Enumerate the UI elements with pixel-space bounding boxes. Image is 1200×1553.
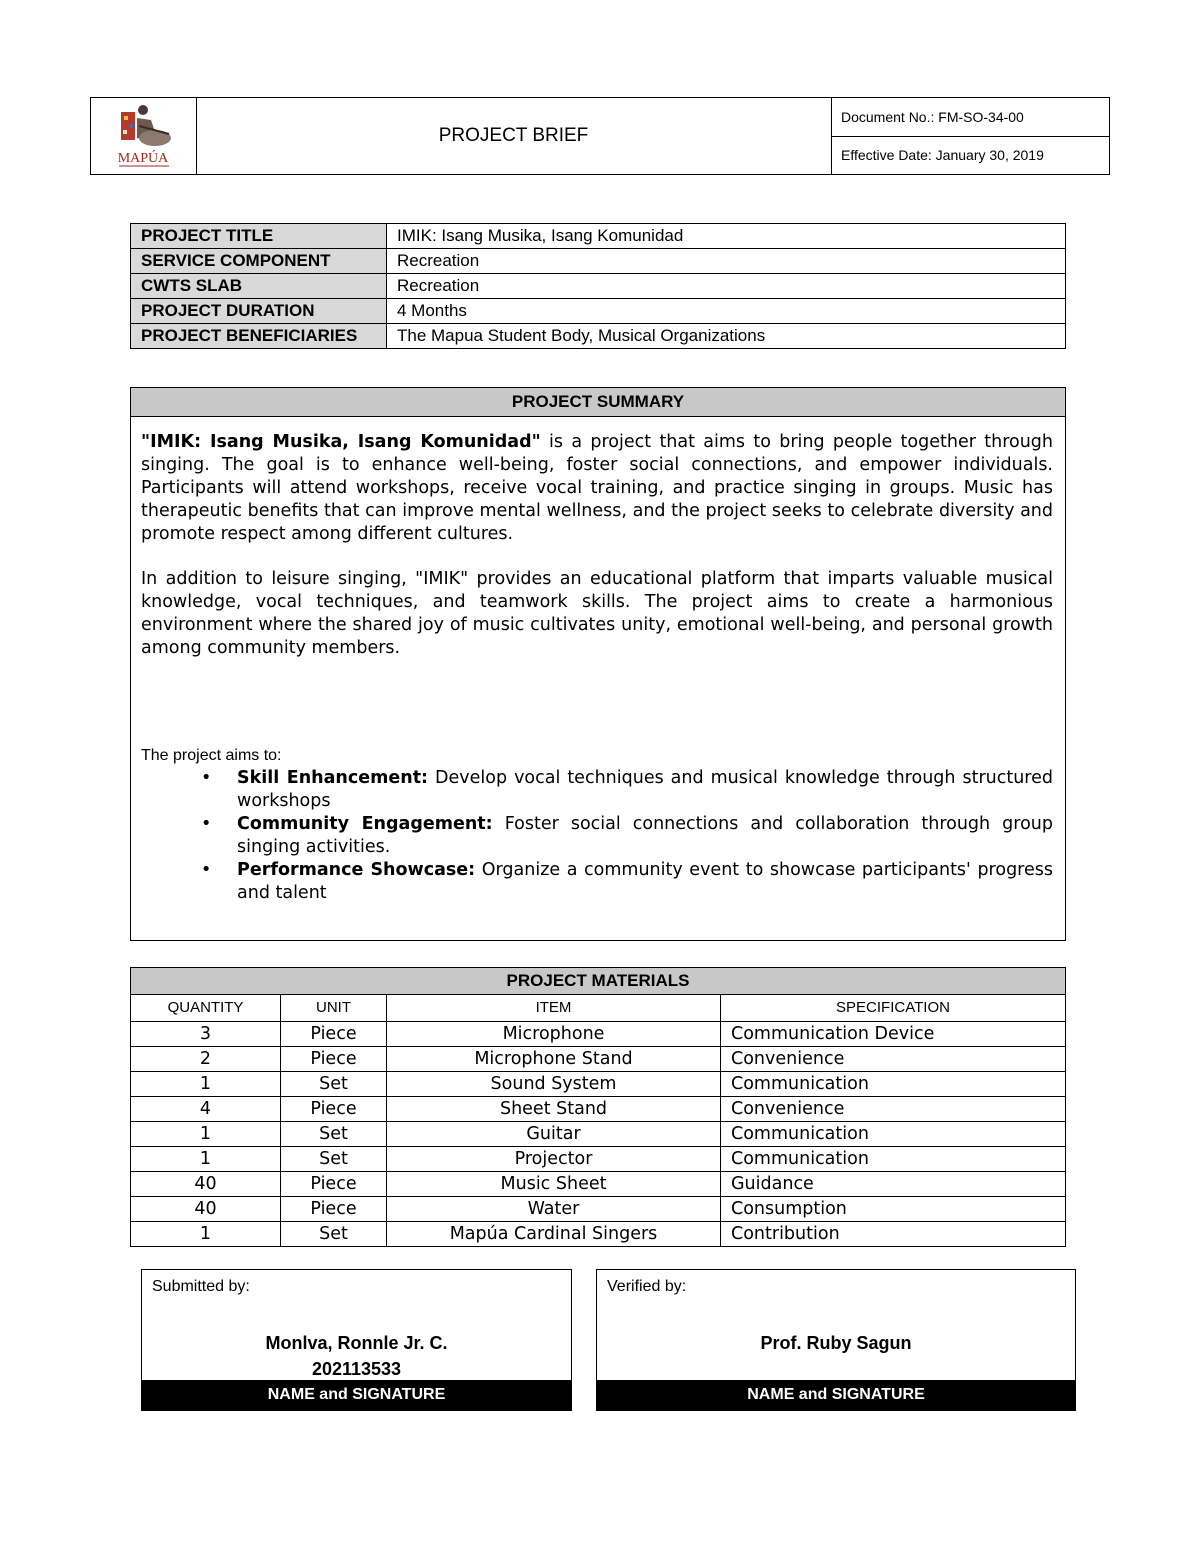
info-value: Recreation [387, 249, 1066, 274]
aim-title: Skill Enhancement: [237, 768, 429, 788]
column-header-specification: SPECIFICATION [721, 995, 1066, 1022]
aim-text: Organize a community event to showcase participants' progress and talent [237, 860, 1053, 903]
cell-quantity: 3 [131, 1022, 281, 1047]
aim-title: Community Engagement: [237, 814, 493, 834]
svg-text:MAPÚA: MAPÚA [117, 151, 169, 166]
info-label: PROJECT DURATION [131, 299, 387, 324]
info-row [131, 299, 1066, 324]
aim-text: Foster social connections and collaboration through group singing activities. [237, 814, 1053, 857]
project-materials-table [130, 967, 1066, 1247]
materials-heading-row [131, 968, 1066, 995]
aims-title: The project aims to: [141, 747, 282, 764]
submitter-id: 202113533 [311, 1359, 402, 1379]
document-number: Document No.: FM-SO-34-00 [831, 98, 1109, 137]
cell-quantity: 2 [131, 1047, 281, 1072]
cell-specification: Convenience [721, 1097, 1066, 1122]
submitter-block [142, 1330, 571, 1382]
verified-by-box [596, 1269, 1076, 1411]
summary-body [131, 431, 1065, 905]
cell-item: Sound System [387, 1072, 721, 1097]
materials-heading: PROJECT MATERIALS [131, 968, 1066, 995]
cell-item: Projector [387, 1147, 721, 1172]
info-label: CWTS SLAB [131, 274, 387, 299]
info-value: IMIK: Isang Musika, Isang Komunidad [387, 224, 1066, 249]
summary-paragraph-1-text: is a project that aims to bring people together through singing. The goal is to enhance well-being, foster social connections, and empower individuals. Participants will attend workshops, receive vocal training, and practice singing in groups. Music has therapeutic benefits that can improve mental wellness, and the project seeks to celebrate diversity and promote respect among different cultures. [141, 432, 1053, 544]
table-row [131, 1022, 1066, 1047]
bullet-icon: • [201, 814, 212, 834]
info-label: SERVICE COMPONENT [131, 249, 387, 274]
cell-unit: Set [281, 1222, 387, 1247]
cell-item: Mapúa Cardinal Singers [387, 1222, 721, 1247]
cell-specification: Guidance [721, 1172, 1066, 1197]
cell-item: Music Sheet [387, 1172, 721, 1197]
cell-item: Microphone [387, 1022, 721, 1047]
verified-by-label: Verified by: [607, 1278, 687, 1295]
cell-item: Sheet Stand [387, 1097, 721, 1122]
column-header-unit: UNIT [281, 995, 387, 1022]
table-row [131, 1222, 1066, 1247]
table-row [131, 1097, 1066, 1122]
verifier-name: Prof. Ruby Sagun [760, 1333, 912, 1353]
info-label: PROJECT BENEFICIARIES [131, 324, 387, 349]
submitted-by-box [141, 1269, 572, 1411]
info-row [131, 274, 1066, 299]
table-row [131, 1197, 1066, 1222]
cell-quantity: 1 [131, 1122, 281, 1147]
signature-bar: NAME and SIGNATURE [597, 1380, 1075, 1410]
summary-project-name: "IMIK: Isang Musika, Isang Komunidad" [141, 432, 541, 452]
cell-unit: Set [281, 1147, 387, 1172]
mapua-logo [91, 98, 196, 174]
info-row [131, 224, 1066, 249]
summary-paragraph-2: In addition to leisure singing, "IMIK" provides an educational platform that imparts valuable musical knowledge, vocal techniques, and teamwork skills. The project aims to create a harmonious environment where the shared joy of music cultivates unity, emotional well-being, and personal growth among community members. [141, 569, 1053, 658]
cell-quantity: 4 [131, 1097, 281, 1122]
project-info-table [130, 223, 1066, 349]
cell-specification: Contribution [721, 1222, 1066, 1247]
aim-item [141, 813, 1053, 859]
info-value: The Mapua Student Body, Musical Organizations [387, 324, 1066, 349]
column-header-item: ITEM [387, 995, 721, 1022]
submitted-by-label: Submitted by: [152, 1278, 250, 1295]
cell-quantity: 40 [131, 1197, 281, 1222]
aims-list [141, 767, 1053, 905]
cell-specification: Convenience [721, 1047, 1066, 1072]
cell-quantity: 1 [131, 1222, 281, 1247]
cell-unit: Piece [281, 1022, 387, 1047]
aim-text: Develop vocal techniques and musical knowledge through structured workshops [237, 768, 1053, 811]
cell-quantity: 40 [131, 1172, 281, 1197]
cell-specification: Consumption [721, 1197, 1066, 1222]
table-row [131, 1172, 1066, 1197]
signature-bar: NAME and SIGNATURE [142, 1380, 571, 1410]
page-title: PROJECT BRIEF [196, 98, 832, 174]
cell-unit: Piece [281, 1197, 387, 1222]
submitter-name: Monlva, Ronnle Jr. C. [265, 1333, 448, 1353]
bullet-icon: • [201, 768, 212, 788]
cell-unit: Piece [281, 1097, 387, 1122]
cell-quantity: 1 [131, 1072, 281, 1097]
cell-item: Water [387, 1197, 721, 1222]
column-header-quantity: QUANTITY [131, 995, 281, 1022]
bullet-icon: • [201, 860, 212, 880]
cell-unit: Set [281, 1122, 387, 1147]
cell-specification: Communication Device [721, 1022, 1066, 1047]
info-row [131, 324, 1066, 349]
aim-item [141, 859, 1053, 905]
info-label: PROJECT TITLE [131, 224, 387, 249]
cell-quantity: 1 [131, 1147, 281, 1172]
cell-item: Guitar [387, 1122, 721, 1147]
info-row [131, 249, 1066, 274]
table-row [131, 1072, 1066, 1097]
project-summary-box [130, 387, 1066, 941]
cell-unit: Set [281, 1072, 387, 1097]
info-value: 4 Months [387, 299, 1066, 324]
materials-column-header-row [131, 995, 1066, 1022]
table-row [131, 1147, 1066, 1172]
table-row [131, 1047, 1066, 1072]
cell-specification: Communication [721, 1072, 1066, 1097]
cell-unit: Piece [281, 1047, 387, 1072]
effective-date: Effective Date: January 30, 2019 [841, 147, 1044, 163]
cell-unit: Piece [281, 1172, 387, 1197]
logo-cell [91, 98, 197, 174]
aim-item [141, 767, 1053, 813]
table-row [131, 1122, 1066, 1147]
info-value: Recreation [387, 274, 1066, 299]
document-header [90, 97, 1110, 175]
cell-item: Microphone Stand [387, 1047, 721, 1072]
cell-specification: Communication [721, 1122, 1066, 1147]
aim-title: Performance Showcase: [237, 860, 476, 880]
summary-paragraph-1 [141, 431, 1053, 546]
summary-heading: PROJECT SUMMARY [131, 388, 1065, 417]
cell-specification: Communication [721, 1147, 1066, 1172]
